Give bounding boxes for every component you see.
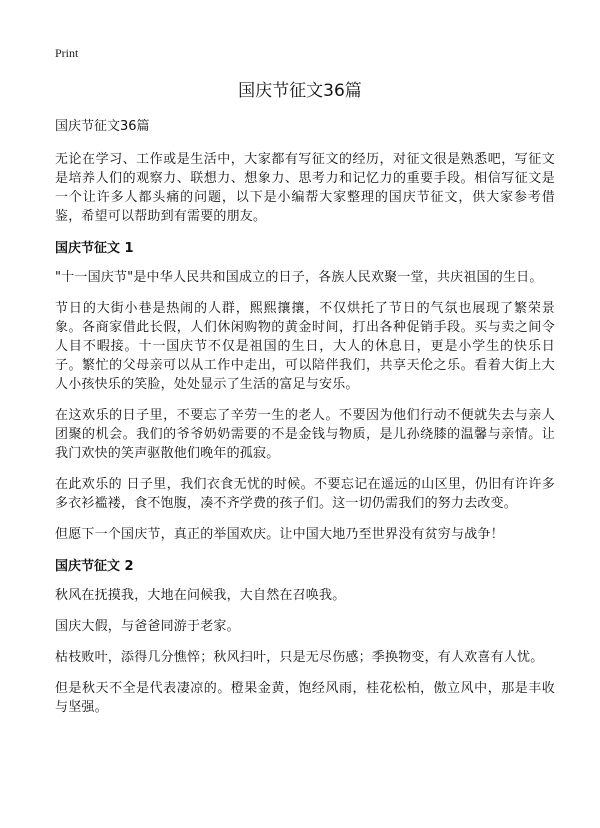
- essay-section-1: [55, 240, 555, 544]
- section-heading: 国庆节征文 1: [55, 241, 134, 256]
- section-heading: 国庆节征文 2: [55, 559, 134, 574]
- document-body: [55, 118, 555, 729]
- paragraph: 在此欢乐的 日子里，我们衣食无忧的时候。不要忘记在遥远的山区里，仍旧有许许多多衣衫褴褛，食不饱腹，凑不齐学费的孩子们。这一切仍需我们的努力去改变。: [55, 477, 555, 511]
- intro-paragraph: 无论在学习、工作或是生活中，大家都有写征文的经历，对征文很是熟悉吧，写征文是培养人们的观察力、联想力、想象力、思考力和记忆力的重要手段。相信写征文是一个让许多人都头痛的问题，以下是小编帮大家整理的国庆节征文，供大家参考借鉴，希望可以帮助到有需要的朋友。: [55, 152, 555, 224]
- paragraph: 但是秋天不全是代表凄凉的。橙果金黄，饱经风雨，桂花松柏，傲立风中，那是丰收与坚强。: [55, 681, 555, 715]
- paragraph: "十一国庆节"是中华人民共和国成立的日子，各族人民欢聚一堂，共庆祖国的生日。: [55, 270, 543, 285]
- paragraph: 但愿下一个国庆节，真正的举国欢庆。让中国大地乃至世界没有贫穷与战争！: [55, 527, 504, 542]
- page-title: 国庆节征文36篇: [238, 81, 362, 101]
- paragraph: 枯枝败叶，添得几分憔悴；秋风扫叶，只是无尽伤感；季换物变，有人欢喜有人忧。: [55, 650, 544, 665]
- paragraph: 国庆大假，与爸爸同游于老家。: [55, 619, 240, 634]
- essay-section-2: [55, 558, 555, 717]
- print-link[interactable]: Print: [55, 46, 79, 60]
- paragraph: 节日的大街小巷是热闹的人群，熙熙攘攘，不仅烘托了节日的气氛也展现了繁荣景象。各商家借此长假，人们休闲购物的黄金时间，打出各种促销手段。买与卖之间令人目不暇接。十一国庆节不仅是祖国的生日，大人的休息日，更是小学生的快乐日子。繁忙的父母亲可以从工作中走出，可以陪伴我们，共享天伦之乐。看着大街上大人小孩快乐的笑脸，处处显示了生活的富足与安乐。: [55, 301, 555, 392]
- paragraph: 在这欢乐的日子里，不要忘了辛劳一生的老人。不要因为他们行动不便就失去与亲人团聚的机会。我们的爷爷奶奶需要的不是金钱与物质，是儿孙绕膝的温馨与亲情。让我门欢快的笑声驱散他们晚年的孤寂。: [55, 408, 555, 461]
- paragraph: 秋风在抚摸我，大地在问候我，大自然在召唤我。: [55, 588, 346, 603]
- document-subtitle: 国庆节征文36篇: [55, 119, 150, 134]
